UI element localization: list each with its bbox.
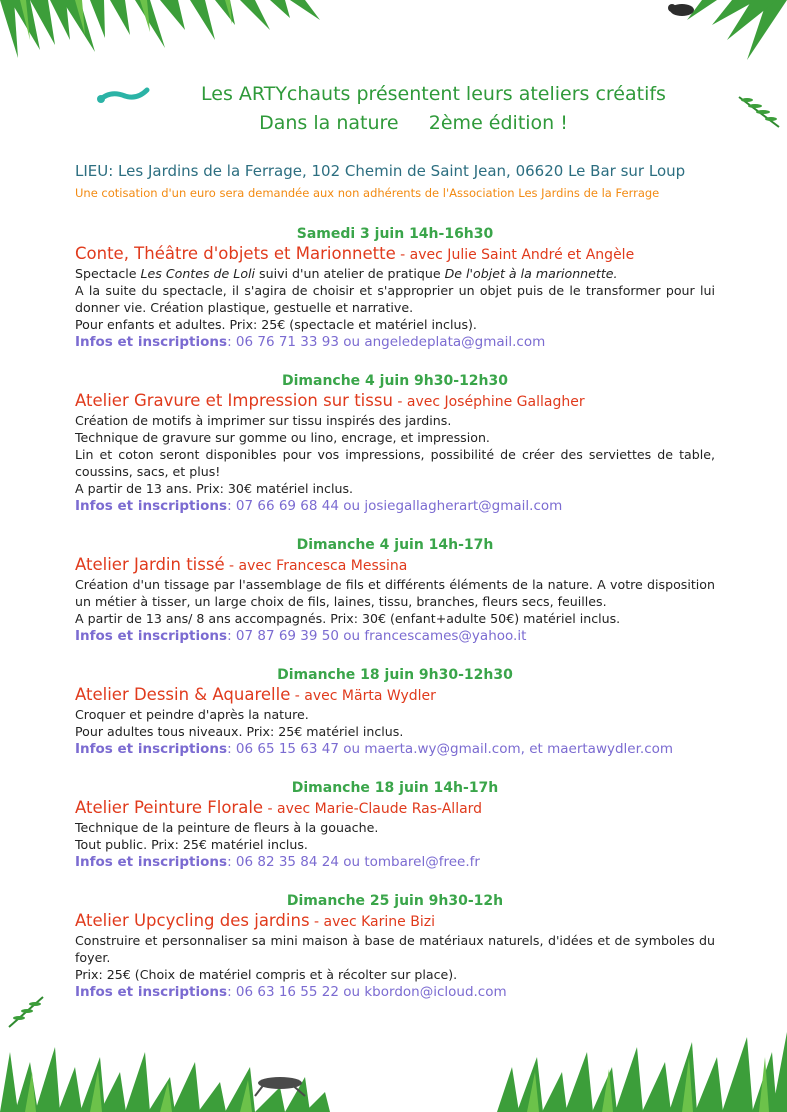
event-desc-line: A partir de 13 ans/ 8 ans accompagnés. Prix: 30€ (enfant+adulte 50€) matériel inclus.: [75, 611, 621, 626]
event-title: Atelier Peinture Florale: [75, 798, 264, 817]
event-1: [75, 224, 715, 352]
infos-label: Infos et inscriptions: [75, 984, 228, 1000]
header-line1: Les ARTYchauts présentent leurs ateliers créatifs: [201, 83, 666, 105]
grasshopper-icon: [250, 1068, 310, 1098]
event-desc-line: A la suite du spectacle, il s'agira de choisir et s'approprier un objet puis de le transformer pour lui donner vie. Création plastique, gestuelle et narrative.: [75, 283, 715, 315]
event-title: Atelier Gravure et Impression sur tissu: [75, 391, 393, 410]
event-date: Dimanche 18 juin 14h-17h: [291, 780, 499, 796]
event-desc-line: Pour enfants et adultes. Prix: 25€ (spectacle et matériel inclus).: [75, 317, 477, 332]
event-with: - avec Karine Bizi: [309, 914, 435, 930]
event-title: Conte, Théâtre d'objets et Marionnette: [75, 244, 396, 263]
event-desc-line: Croquer et peindre d'après la nature.: [75, 707, 309, 722]
event-title: Atelier Jardin tissé: [75, 555, 225, 574]
event-desc-line: Technique de gravure sur gomme ou lino, encrage, et impression.: [75, 430, 490, 445]
event-desc-line: Tout public. Prix: 25€ matériel inclus.: [75, 837, 308, 852]
event-desc-line: Pour adultes tous niveaux. Prix: 25€ matériel inclus.: [75, 724, 404, 739]
event-6: [75, 891, 715, 1002]
event-contact[interactable]: : 06 82 35 84 24 ou tombarel@free.fr: [227, 854, 480, 870]
event-desc-line: Lin et coton seront disponibles pour vos impressions, possibilité de créer des serviettes de table, coussins, sacs, et plus!: [75, 447, 715, 479]
event-with: - avec Märta Wydler: [290, 688, 436, 704]
fern-bottom-left-icon: [5, 995, 45, 1030]
event-with: - avec Julie Saint André et Angèle: [395, 247, 635, 263]
event-desc-line: Construire et personnaliser sa mini maison à base de matériaux naturels, d'idées et de symboles du foyer.: [75, 933, 715, 965]
infos-label: Infos et inscriptions: [75, 498, 228, 514]
event-desc-line: Création d'un tissage par l'assemblage de fils et différents éléments de la nature. A votre disposition un métier à tisser, un large choix de fils, laines, tissu, branches, fleurs secs, feuilles.: [75, 577, 715, 609]
grass-bottom-right-icon: [497, 1027, 787, 1112]
event-desc-line: Prix: 25€ (Choix de matériel compris et à récolter sur place).: [75, 967, 458, 982]
infos-label: Infos et inscriptions: [75, 854, 228, 870]
infos-label: Infos et inscriptions: [75, 741, 228, 757]
header-line2: Dans la nature 2ème édition !: [259, 112, 568, 134]
event-2: [75, 371, 715, 516]
event-date: Dimanche 25 juin 9h30-12h: [286, 893, 504, 909]
grass-top-left-icon: [0, 0, 330, 60]
event-contact[interactable]: : 06 63 16 55 22 ou kbordon@icloud.com: [227, 984, 507, 1000]
event-title: Atelier Upcycling des jardins: [75, 911, 310, 930]
event-title: Atelier Dessin & Aquarelle: [75, 685, 291, 704]
lead-prefix: Spectacle: [75, 266, 141, 281]
event-with: - avec Marie-Claude Ras-Allard: [263, 801, 483, 817]
lieu-text: LIEU: Les Jardins de la Ferrage, 102 Chemin de Saint Jean, 06620 Le Bar sur Loup: [75, 162, 686, 180]
event-5: [75, 778, 715, 872]
event-with: - avec Joséphine Gallagher: [392, 394, 585, 410]
lead-mid: suivi d'un atelier de pratique: [255, 266, 445, 281]
event-desc-line: A partir de 13 ans. Prix: 30€ matériel inclus.: [75, 481, 354, 496]
infos-label: Infos et inscriptions: [75, 628, 228, 644]
event-contact[interactable]: : 07 66 69 68 44 ou josiegallagherart@gmail.com: [227, 498, 563, 514]
event-contact[interactable]: : 06 65 15 63 47 ou maerta.wy@gmail.com, et maertawydler.com: [227, 741, 674, 757]
lead-em1: Les Contes de Loli: [140, 266, 256, 281]
event-4: [75, 665, 715, 759]
event-date: Dimanche 4 juin 9h30-12h30: [281, 373, 508, 389]
event-date: Dimanche 18 juin 9h30-12h30: [277, 667, 513, 683]
event-3: [75, 535, 715, 646]
infos-label: Infos et inscriptions: [75, 334, 228, 350]
event-with: - avec Francesca Messina: [224, 558, 408, 574]
header: [0, 80, 787, 138]
event-desc-line: Création de motifs à imprimer sur tissu inspirés des jardins.: [75, 413, 452, 428]
event-date: Dimanche 4 juin 14h-17h: [296, 537, 494, 553]
event-contact[interactable]: : 07 87 69 39 50 ou francescames@yahoo.it: [227, 628, 527, 644]
lead-em2: De l'objet à la marionnette.: [444, 266, 618, 281]
event-desc-line: Technique de la peinture de fleurs à la gouache.: [75, 820, 379, 835]
event-contact[interactable]: : 06 76 71 33 93 ou angeledeplata@gmail.com: [227, 334, 546, 350]
event-date: Samedi 3 juin 14h-16h30: [296, 226, 494, 242]
events-list: [75, 224, 715, 1021]
cotisation-text: Une cotisation d'un euro sera demandée aux non adhérents de l'Association Les Jardins de la Ferrage: [75, 186, 660, 200]
grass-top-right-icon: [627, 0, 787, 80]
